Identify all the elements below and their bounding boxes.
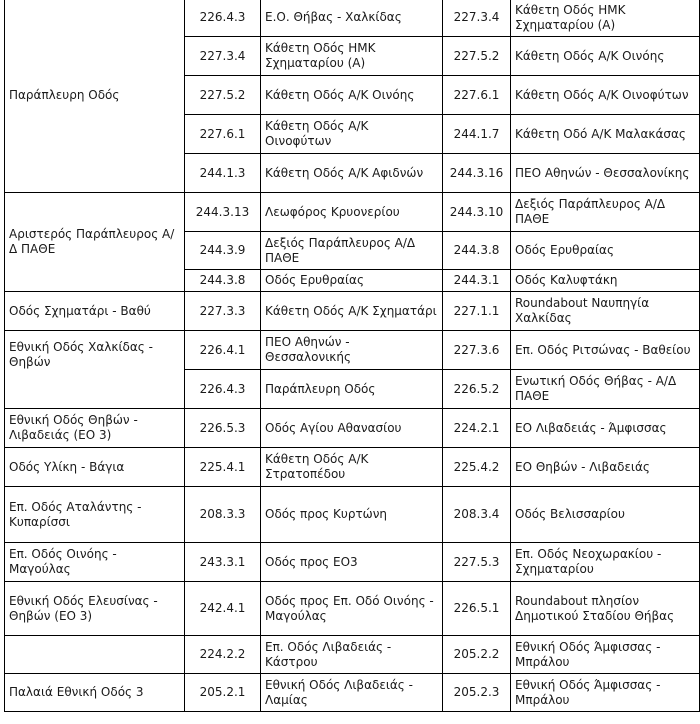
road-to: Roundabout Ναυπηγία Χαλκίδας [511, 292, 700, 331]
road-from: Οδός προς Κυρτώνη [261, 487, 443, 543]
area-cell: Εθνική Οδός Θηβών - Λιβαδειάς (ΕΟ 3) [5, 409, 185, 448]
code-from: 208.3.3 [185, 487, 261, 543]
table-row [5, 409, 700, 448]
code-to: 227.3.6 [443, 331, 511, 370]
code-from: 244.3.13 [185, 193, 261, 232]
code-from: 226.5.3 [185, 409, 261, 448]
road-from: Επ. Οδός Λιβαδειάς - Κάστρου [261, 636, 443, 674]
road-to: Εθνική Οδός Άμφισσας - Μπράλου [511, 636, 700, 674]
road-to: ΕΟ Λιβαδειάς - Άμφισσας [511, 409, 700, 448]
code-from: 244.3.8 [185, 270, 261, 292]
code-to: 227.5.2 [443, 37, 511, 76]
code-from: 242.4.1 [185, 582, 261, 636]
code-to: 208.3.4 [443, 487, 511, 543]
code-to: 227.6.1 [443, 76, 511, 115]
road-to: Οδός Ερυθραίας [511, 232, 700, 270]
code-from: 205.2.1 [185, 674, 261, 712]
road-to: Κάθετη Οδός Α/Κ Οινόης [511, 37, 700, 76]
road-from: Κάθετη Οδός Α/Κ Σχηματάρι [261, 292, 443, 331]
table-row [5, 448, 700, 487]
code-from: 226.4.3 [185, 370, 261, 409]
code-from: 227.6.1 [185, 115, 261, 154]
road-to: Οδός Βελισσαρίου [511, 487, 700, 543]
code-to: 244.3.16 [443, 154, 511, 193]
code-to: 205.2.3 [443, 674, 511, 712]
code-from: 226.4.1 [185, 331, 261, 370]
road-to: Κάθετη Οδό Α/Κ Μαλακάσας [511, 115, 700, 154]
code-to: 227.5.3 [443, 543, 511, 582]
road-from: Δεξιός Παράπλευρος Α/Δ ΠΑΘΕ [261, 232, 443, 270]
road-from: Κάθετη Οδός Α/Κ Αφιδνών [261, 154, 443, 193]
code-to: 227.1.1 [443, 292, 511, 331]
road-from: Οδός προς Επ. Οδό Οινόης - Μαγούλας [261, 582, 443, 636]
area-cell: Εθνική Οδός Χαλκίδας - Θηβών [5, 331, 185, 409]
code-to: 205.2.2 [443, 636, 511, 674]
code-from: 244.3.9 [185, 232, 261, 270]
area-cell: Οδός Υλίκη - Βάγια [5, 448, 185, 487]
road-from: Ε.Ο. Θήβας - Χαλκίδας [261, 0, 443, 37]
road-from: Οδός Αγίου Αθανασίου [261, 409, 443, 448]
table-row [5, 0, 700, 37]
area-cell: Παράπλευρη Οδός [5, 0, 185, 193]
code-to: 244.1.7 [443, 115, 511, 154]
road-to: Οδός Καλυφτάκη [511, 270, 700, 292]
code-from: 244.1.3 [185, 154, 261, 193]
road-to: Ενωτική Οδός Θήβας - Α/Δ ΠΑΘΕ [511, 370, 700, 409]
area-cell: Επ. Οδός Οινόης - Μαγούλας [5, 543, 185, 582]
code-to: 226.5.1 [443, 582, 511, 636]
area-cell: Εθνική Οδός Ελευσίνας - Θηβών (ΕΟ 3) [5, 582, 185, 636]
road-to: Εθνική Οδός Άμφισσας - Μπράλου [511, 674, 700, 712]
code-from: 226.4.3 [185, 0, 261, 37]
code-from: 243.3.1 [185, 543, 261, 582]
table-row [5, 331, 700, 370]
code-from: 224.2.2 [185, 636, 261, 674]
road-to: Επ. Οδός Νεοχωρακίου - Σχηματαρίου [511, 543, 700, 582]
table-row [5, 582, 700, 636]
code-to: 226.5.2 [443, 370, 511, 409]
code-to: 244.3.8 [443, 232, 511, 270]
table-row [5, 674, 700, 712]
road-from: Λεωφόρος Κρυονερίου [261, 193, 443, 232]
road-from: Παράπλευρη Οδός [261, 370, 443, 409]
code-from: 227.5.2 [185, 76, 261, 115]
area-cell [5, 636, 185, 674]
road-from: Κάθετη Οδός ΗΜΚ Σχηματαρίου (Α) [261, 37, 443, 76]
road-to: Roundabout πλησίον Δημοτικού Σταδίου Θήβας [511, 582, 700, 636]
area-cell: Παλαιά Εθνική Οδός 3 [5, 674, 185, 712]
code-from: 227.3.4 [185, 37, 261, 76]
code-to: 224.2.1 [443, 409, 511, 448]
code-from: 225.4.1 [185, 448, 261, 487]
table-row [5, 636, 700, 674]
table-row [5, 487, 700, 543]
road-to: ΕΟ Θηβών - Λιβαδειάς [511, 448, 700, 487]
code-to: 244.3.1 [443, 270, 511, 292]
table-row [5, 193, 700, 232]
road-connections-table [4, 0, 700, 712]
code-to: 244.3.10 [443, 193, 511, 232]
road-from: Οδός Ερυθραίας [261, 270, 443, 292]
area-cell: Επ. Οδός Αταλάντης - Κυπαρίσσι [5, 487, 185, 543]
road-from: Οδός προς ΕΟ3 [261, 543, 443, 582]
road-from: Κάθετη Οδός Α/Κ Οινόης [261, 76, 443, 115]
table-row [5, 543, 700, 582]
road-from: Κάθετη Οδός Α/Κ Στρατοπέδου [261, 448, 443, 487]
road-to: ΠΕΟ Αθηνών - Θεσσαλονίκης [511, 154, 700, 193]
table-row [5, 292, 700, 331]
road-to: Κάθετη Οδός ΗΜΚ Σχηματαρίου (Α) [511, 0, 700, 37]
road-to: Δεξιός Παράπλευρος Α/Δ ΠΑΘΕ [511, 193, 700, 232]
area-cell: Αριστερός Παράπλευρος Α/Δ ΠΑΘΕ [5, 193, 185, 292]
road-from: ΠΕΟ Αθηνών - Θεσσαλονικής [261, 331, 443, 370]
code-from: 227.3.3 [185, 292, 261, 331]
road-to: Κάθετη Οδός Α/Κ Οινοφύτων [511, 76, 700, 115]
area-cell: Οδός Σχηματάρι - Βαθύ [5, 292, 185, 331]
code-to: 225.4.2 [443, 448, 511, 487]
road-from: Κάθετη Οδός Α/Κ Οινοφύτων [261, 115, 443, 154]
road-from: Εθνική Οδός Λιβαδειάς - Λαμίας [261, 674, 443, 712]
road-to: Επ. Οδός Ριτσώνας - Βαθείου [511, 331, 700, 370]
code-to: 227.3.4 [443, 0, 511, 37]
